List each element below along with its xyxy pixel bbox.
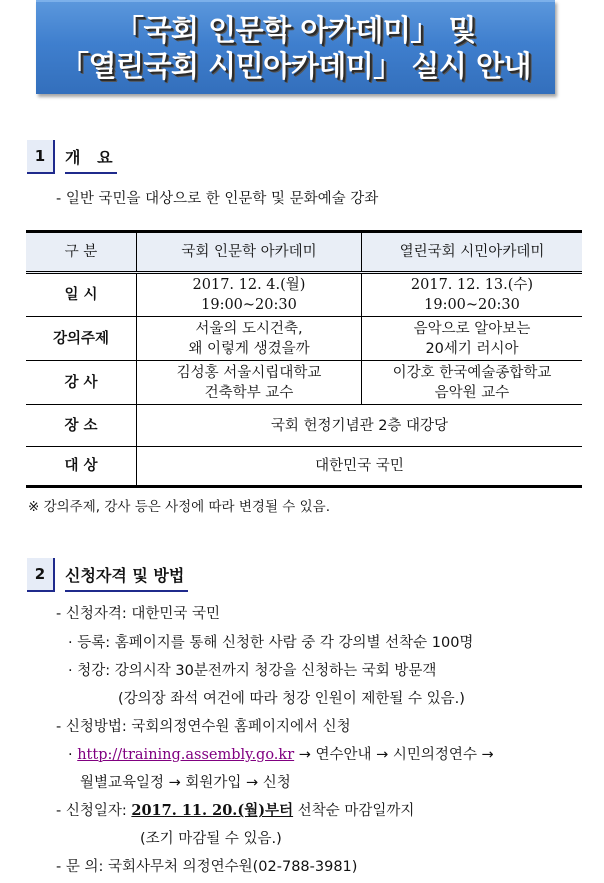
row-label-venue: 장 소 bbox=[26, 405, 137, 447]
contact-text: - 문 의: 국회사무처 의정연수원(02-788-3981) bbox=[56, 859, 358, 875]
header-humanities-academy: 국회 인문학 아카데미 bbox=[137, 232, 362, 273]
training-site-link[interactable]: http://training.assembly.go.kr bbox=[77, 747, 295, 763]
title-banner bbox=[36, 0, 555, 94]
table-note: ※ 강의주제, 강사 등은 사정에 따라 변경될 수 있음. bbox=[28, 499, 331, 515]
cell: 2017. 12. 13.(수) 19:00~20:30 bbox=[362, 273, 583, 317]
cell: 음악으로 알아보는 20세기 러시아 bbox=[362, 317, 583, 361]
header-citizen-academy: 열린국회 시민아카데미 bbox=[362, 232, 583, 273]
table-row bbox=[26, 447, 582, 487]
section-number: 2 bbox=[27, 558, 55, 592]
row-label-target: 대 상 bbox=[26, 447, 137, 487]
title-line-2: 「열린국회 시민아카데미」 실시 안내 bbox=[60, 49, 531, 83]
audit-note: (강의장 좌석 여건에 따라 청강 인원이 제한될 수 있음.) bbox=[118, 691, 465, 707]
cell: 김성홍 서울시립대학교 건축학부 교수 bbox=[137, 361, 362, 405]
section-title: 신청자격 및 방법 bbox=[65, 558, 188, 592]
row-label-topic: 강의주제 bbox=[26, 317, 137, 361]
schedule-table bbox=[26, 230, 582, 488]
section-2-heading bbox=[27, 556, 188, 592]
method-text: - 신청방법: 국회의정연수원 홈페이지에서 신청 bbox=[56, 719, 351, 735]
overview-text: - 일반 국민을 대상으로 한 인문학 및 문화예술 강좌 bbox=[56, 191, 379, 207]
application-path-2: 월별교육일정 → 회원가입 → 신청 bbox=[80, 775, 291, 791]
cell: 서울의 도시건축, 왜 이렇게 생겼을까 bbox=[137, 317, 362, 361]
row-label-lecturer: 강 사 bbox=[26, 361, 137, 405]
cell: 이강호 한국예술종합학교 음악원 교수 bbox=[362, 361, 583, 405]
section-number: 1 bbox=[27, 140, 55, 174]
application-path: · http://training.assembly.go.kr → 연수안내 → 시민의정연수 → bbox=[68, 747, 494, 763]
table-row bbox=[26, 317, 582, 361]
header-category: 구 분 bbox=[26, 232, 137, 273]
table-row bbox=[26, 405, 582, 447]
table-header-row bbox=[26, 232, 582, 273]
registration-text: · 등록: 홈페이지를 통해 신청한 사람 중 각 강의별 선착순 100명 bbox=[68, 635, 474, 651]
table-row bbox=[26, 361, 582, 405]
title-line-1: 「국회 인문학 아카데미」 및 bbox=[115, 13, 476, 47]
cell: 2017. 12. 4.(월) 19:00~20:30 bbox=[137, 273, 362, 317]
row-label-datetime: 일 시 bbox=[26, 273, 137, 317]
date-note: (조기 마감될 수 있음.) bbox=[140, 831, 282, 847]
application-date: - 신청일자: 2017. 11. 20.(월)부터 선착순 마감일까지 bbox=[56, 802, 415, 819]
eligibility-text: - 신청자격: 대한민국 국민 bbox=[56, 606, 221, 622]
section-1-heading bbox=[27, 138, 117, 174]
section-title: 개 요 bbox=[65, 140, 117, 174]
cell-target: 대한민국 국민 bbox=[137, 447, 583, 487]
audit-text: · 청강: 강의시작 30분전까지 청강을 신청하는 국회 방문객 bbox=[68, 663, 437, 679]
application-start-date: 2017. 11. 20.(월)부터 bbox=[131, 802, 294, 819]
table-row bbox=[26, 273, 582, 317]
cell-venue: 국회 헌정기념관 2층 대강당 bbox=[137, 405, 583, 447]
